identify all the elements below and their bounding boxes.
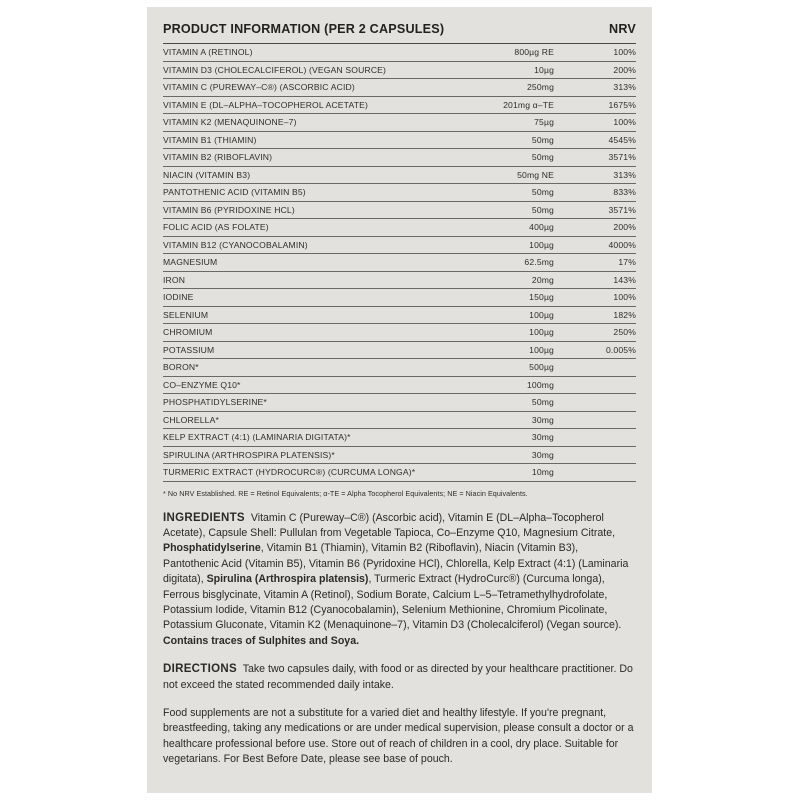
nutrient-amount: 400µg xyxy=(529,222,554,233)
nutrient-name: PANTOTHENIC ACID (VITAMIN B5) xyxy=(163,187,306,198)
nutrient-amount: 100µg xyxy=(529,327,554,338)
directions-text: Take two capsules daily, with food or as directed by your healthcare practitioner. Do not exceed the stated recommended daily intake. xyxy=(163,663,633,691)
table-row xyxy=(163,254,636,272)
nutrient-name: NIACIN (VITAMIN B3) xyxy=(163,169,251,180)
directions-label: DIRECTIONS xyxy=(163,663,237,676)
ingredient-text-part: , Turmeric Extract (HydroCurc®) (Curcuma longa), Ferrous bisglycinate, Vitamin A (Retinol), Sodium Borate, Calcium L–5–Tetramethylhydrofolate, Potassium Iodide, Vitamin B12 (Cyanocobalamin), Selenium Methionine, Chromium Picolinate, Potassium Gluconate, Vitamin K2 (Menaquinone–7), Vitamin D3 (Cholecalciferol) (Vegan source). xyxy=(163,573,622,632)
ingredients-section xyxy=(163,511,636,650)
nutrient-amount: 62.5mg xyxy=(524,257,554,268)
table-row xyxy=(163,62,636,80)
table-row xyxy=(163,464,636,482)
nutrient-amount: 100µg xyxy=(529,309,554,320)
nutrient-amount: 75µg xyxy=(534,117,554,128)
nutrient-name: MAGNESIUM xyxy=(163,257,218,268)
nutrient-nrv: 0.005% xyxy=(605,344,636,355)
nutrient-nrv: 3571% xyxy=(608,152,636,163)
nutrient-nrv: 313% xyxy=(613,169,636,180)
table-row xyxy=(163,202,636,220)
nutrient-name: TURMERIC EXTRACT (HYDROCURC®) (CURCUMA LONGA)* xyxy=(163,467,416,478)
ingredient-highlight: Spirulina (Arthrospira platensis) xyxy=(206,573,369,586)
nutrient-name: IRON xyxy=(163,274,186,285)
table-row xyxy=(163,377,636,395)
ingredient-text-part: , Vitamin B1 (Thiamin), Vitamin B2 (Riboflavin), Niacin (Vitamin B3), Pantothenic Acid (Vitamin B5), Vitamin B6 (Pyridoxine HCl), Chlorella, Kelp Extract (4:1) (Laminaria digitata), xyxy=(163,542,629,586)
nutrient-name: VITAMIN D3 (CHOLECALCIFEROL) (VEGAN SOURCE) xyxy=(163,64,387,75)
nutrient-amount: 100µg xyxy=(529,344,554,355)
nutrient-nrv: 100% xyxy=(613,117,636,128)
nutrient-nrv: 100% xyxy=(613,47,636,58)
nutrient-table xyxy=(163,43,636,482)
nutrient-nrv: 200% xyxy=(613,222,636,233)
ingredient-highlight: Contains traces of Sulphites and Soya. xyxy=(163,634,360,647)
nutrient-name: IODINE xyxy=(163,292,194,303)
table-row xyxy=(163,237,636,255)
table-row xyxy=(163,184,636,202)
nutrient-name: VITAMIN B2 (RIBOFLAVIN) xyxy=(163,152,273,163)
table-row xyxy=(163,359,636,377)
nutrient-amount: 50mg xyxy=(531,204,554,215)
nutrient-name: VITAMIN B6 (PYRIDOXINE HCL) xyxy=(163,204,295,215)
nutrient-name: CHROMIUM xyxy=(163,327,213,338)
nutrient-amount: 50mg xyxy=(531,397,554,408)
nutrient-name: CHLORELLA* xyxy=(163,414,219,425)
ingredient-highlight: Phosphatidylserine xyxy=(163,542,261,555)
nutrient-amount: 50mg NE xyxy=(517,169,554,180)
nutrient-amount: 30mg xyxy=(531,432,554,443)
table-title: PRODUCT INFORMATION (PER 2 CAPSULES) xyxy=(163,22,445,36)
nutrient-name: VITAMIN A (RETINOL) xyxy=(163,47,253,58)
nrv-column-header: NRV xyxy=(609,22,636,36)
table-row xyxy=(163,307,636,325)
nutrient-nrv: 182% xyxy=(613,309,636,320)
ingredients-label: INGREDIENTS xyxy=(163,511,245,524)
nutrient-name: PHOSPHATIDYLSERINE* xyxy=(163,397,267,408)
table-row xyxy=(163,289,636,307)
nutrient-amount: 30mg xyxy=(531,414,554,425)
nutrient-nrv: 250% xyxy=(613,327,636,338)
nutrient-nrv: 3571% xyxy=(608,204,636,215)
nutrient-name: VITAMIN E (DL–ALPHA–TOCOPHEROL ACETATE) xyxy=(163,99,368,110)
nutrient-nrv: 4545% xyxy=(608,134,636,145)
table-row xyxy=(163,132,636,150)
nutrient-name: VITAMIN B1 (THIAMIN) xyxy=(163,134,257,145)
nutrient-name: FOLIC ACID (AS FOLATE) xyxy=(163,222,269,233)
nutrient-amount: 800µg RE xyxy=(514,47,554,58)
nutrient-amount: 500µg xyxy=(529,362,554,373)
nutrient-name: KELP EXTRACT (4:1) (LAMINARIA DIGITATA)* xyxy=(163,432,351,443)
nutrient-amount: 150µg xyxy=(529,292,554,303)
nutrient-nrv: 313% xyxy=(613,82,636,93)
nutrient-name: VITAMIN B12 (CYANOCOBALAMIN) xyxy=(163,239,308,250)
warning-text: Food supplements are not a substitute for a varied diet and healthy lifestyle. If you're pregnant, breastfeeding, taking any medications or are under medical supervision, please consult a doctor or a healthcare professional before use. Store out of reach of children in a cool, dry place. Suitable for vegetarians. For Best Before Date, please see base of pouch. xyxy=(163,706,634,766)
table-row xyxy=(163,79,636,97)
nutrient-nrv: 143% xyxy=(613,274,636,285)
nutrient-amount: 50mg xyxy=(531,152,554,163)
nutrient-name: VITAMIN K2 (MENAQUINONE–7) xyxy=(163,117,297,128)
nutrient-amount: 20mg xyxy=(531,274,554,285)
nutrient-name: CO–ENZYME Q10* xyxy=(163,379,241,390)
nutrient-amount: 30mg xyxy=(531,449,554,460)
table-row xyxy=(163,394,636,412)
nutrient-nrv: 100% xyxy=(613,292,636,303)
table-row xyxy=(163,114,636,132)
nutrient-amount: 10mg xyxy=(531,467,554,478)
ingredient-text-part: Vitamin C (Pureway–C®) (Ascorbic acid), Vitamin E (DL–Alpha–Tocopherol Acetate), Capsule Shell: Pullulan from Vegetable Tapioca, Co–Enzyme Q10, Magnesium Citrate, xyxy=(163,511,616,539)
table-row xyxy=(163,324,636,342)
table-row xyxy=(163,149,636,167)
nutrient-name: SPIRULINA (ARTHROSPIRA PLATENSIS)* xyxy=(163,449,335,460)
nutrient-name: SELENIUM xyxy=(163,309,209,320)
nutrient-amount: 201mg α–TE xyxy=(503,99,554,110)
nutrient-nrv: 200% xyxy=(613,64,636,75)
nutrient-name: POTASSIUM xyxy=(163,344,215,355)
nutrient-name: VITAMIN C (PUREWAY–C®) (ASCORBIC ACID) xyxy=(163,82,355,93)
nutrient-nrv: 1675% xyxy=(608,99,636,110)
nutrient-amount: 250mg xyxy=(526,82,554,93)
table-row xyxy=(163,272,636,290)
nutrient-nrv: 4000% xyxy=(608,239,636,250)
table-row xyxy=(163,342,636,360)
table-row xyxy=(163,219,636,237)
product-information-panel xyxy=(147,7,652,793)
nutrient-amount: 50mg xyxy=(531,134,554,145)
table-header xyxy=(163,7,636,43)
table-row xyxy=(163,429,636,447)
nutrient-amount: 10µg xyxy=(534,64,554,75)
nutrient-amount: 50mg xyxy=(531,187,554,198)
nutrient-nrv: 17% xyxy=(618,257,636,268)
table-row xyxy=(163,447,636,465)
table-row xyxy=(163,412,636,430)
table-row xyxy=(163,97,636,115)
nutrient-nrv: 833% xyxy=(613,187,636,198)
directions-section xyxy=(163,662,636,693)
nutrient-name: BORON* xyxy=(163,362,199,373)
table-footnote: * No NRV Established. RE = Retinol Equivalents; α-TE = Alpha Tocopherol Equivalents; NE = Niacin Equivalents. xyxy=(163,488,528,498)
table-row xyxy=(163,44,636,62)
table-row xyxy=(163,167,636,185)
nutrient-amount: 100mg xyxy=(526,379,554,390)
ingredients-text xyxy=(163,512,628,647)
nutrient-amount: 100µg xyxy=(529,239,554,250)
